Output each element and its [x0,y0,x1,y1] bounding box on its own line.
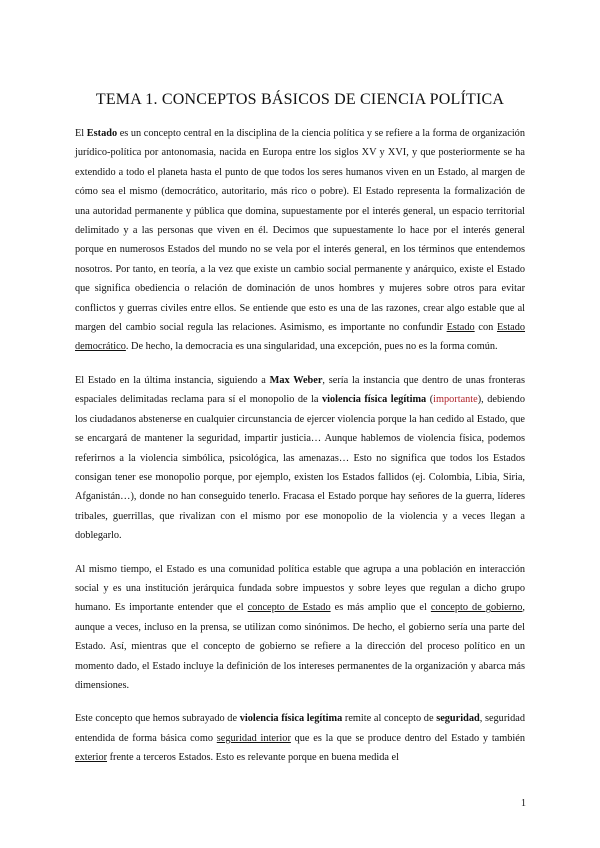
text: que es la que se produce dentro del Estado y también [290,732,525,744]
page-number: 1 [521,798,526,809]
text: remite al concepto de [342,713,437,725]
underlined-term: concepto de gobierno [430,602,523,614]
bold-term: Max Weber [269,374,323,386]
bold-term: violencia física legítima [321,394,427,406]
highlight-important: importante [433,394,478,406]
bold-term: violencia física legítima [239,713,343,725]
text: Al mismo tiempo, el Estado es una comunidad política estable que agrupa a una población en interacción social y es una institución jerárquica fundada sobre impuestos y sobre leyes que regulan a dicho grupo humano. Es importante entender que el [75,563,525,614]
bold-term: Estado [86,128,118,139]
text: frente a terceros Estados. Esto es relevante porque en buena medida el [107,752,399,764]
underlined-term: Estado [446,322,475,334]
underlined-term: Estado democrático [75,322,526,353]
text: ( [426,394,434,406]
paragraph-2 [75,371,525,546]
text: El Estado en la última instancia, siguiendo a [75,374,270,386]
text: , aunque a veces, incluso en la prensa, se utilizan como sinónimos. De hecho, el gobierno sería una parte del Estado. Así, mientras que el concepto de gobierno se refiere a la dirección del proceso político en un momento dado, el Estado incluye la definición de los intereses permanentes de la organización y abarca más dimensiones. [75,602,525,691]
text: , seguridad entendida de forma básica como [75,713,525,744]
underlined-term: concepto de Estado [247,602,331,614]
underlined-term: seguridad interior [216,732,291,744]
text: con [474,322,497,334]
text: es un concepto central en la disciplina de la ciencia política y se refiere a la forma de organización jurídico-política por antonomasia, nacida en Europa entre los siglos XV y XVI, y que posteriormente se ha extendido a todo el planeta hasta el punto de que todos los seres humanos viven en un Estado, al margen de cómo sea el mismo (democrático, autoritario, más rico o pobre). El Estado representa la formalización de una autoridad permanente y pública que domina, supuestamente por el interés general, un espacio territorial delimitado y a las personas que viven en él. Decimos que supuestamente lo hace por el interés general porque en numerosos Estados del mundo no se vela por el interés general, en los términos que entendemos nosotros. Por tanto, en teoría, a la vez que existe un cambio social permanente y anárquico, existe el Estado que significa obediencia o relación de dominación de unos hombres y mujeres sobre otros para evitar conflictos y guerras civiles entre ellos. Se entiende que esto es una de las razones, crear algo estable que al margen del cambio social regula las relaciones. Asimismo, es importante no confundir [75,128,525,334]
paragraph-4 [75,709,525,767]
page-title: TEMA 1. CONCEPTOS BÁSICOS DE CIENCIA POLÍTICA [95,91,505,108]
text: Este concepto que hemos subrayado de [75,713,240,725]
bold-term: seguridad [436,713,480,725]
document-body [75,124,525,782]
paragraph-1 [75,124,525,357]
underlined-term: exterior [75,752,108,764]
text: , sería la instancia que dentro de unas fronteras espaciales delimitadas reclama para sí el monopolio de la [75,374,526,406]
paragraph-3 [75,560,525,696]
text: . De hecho, la democracia es una singularidad, una excepción, pues no es la forma común. [125,341,498,353]
text: es más amplio que el [330,602,431,614]
text: ), debiendo los ciudadanos abstenerse en cualquier circunstancia de ejercer violencia porque la han cedido al Estado, que se encargará de mantener la seguridad, impartir justicia… Aunque hablemos de violencia física, podemos referirnos a la violencia simbólica, psicológica, las amenazas… Esto no significa que todos los Estados consigan tener ese monopolio porque, por ejemplo, existen los Estados fallidos (ej. Colombia, Libia, Siria, Afganistán…), donde no han conseguido tenerlo. Fracasa el Estado porque hay señores de la guerra, líderes tribales, guerrillas, que rivalizan con el mismo por ese monopolio de la violencia y a veces llegan a doblegarlo. [75,394,525,542]
text: El [75,128,87,139]
